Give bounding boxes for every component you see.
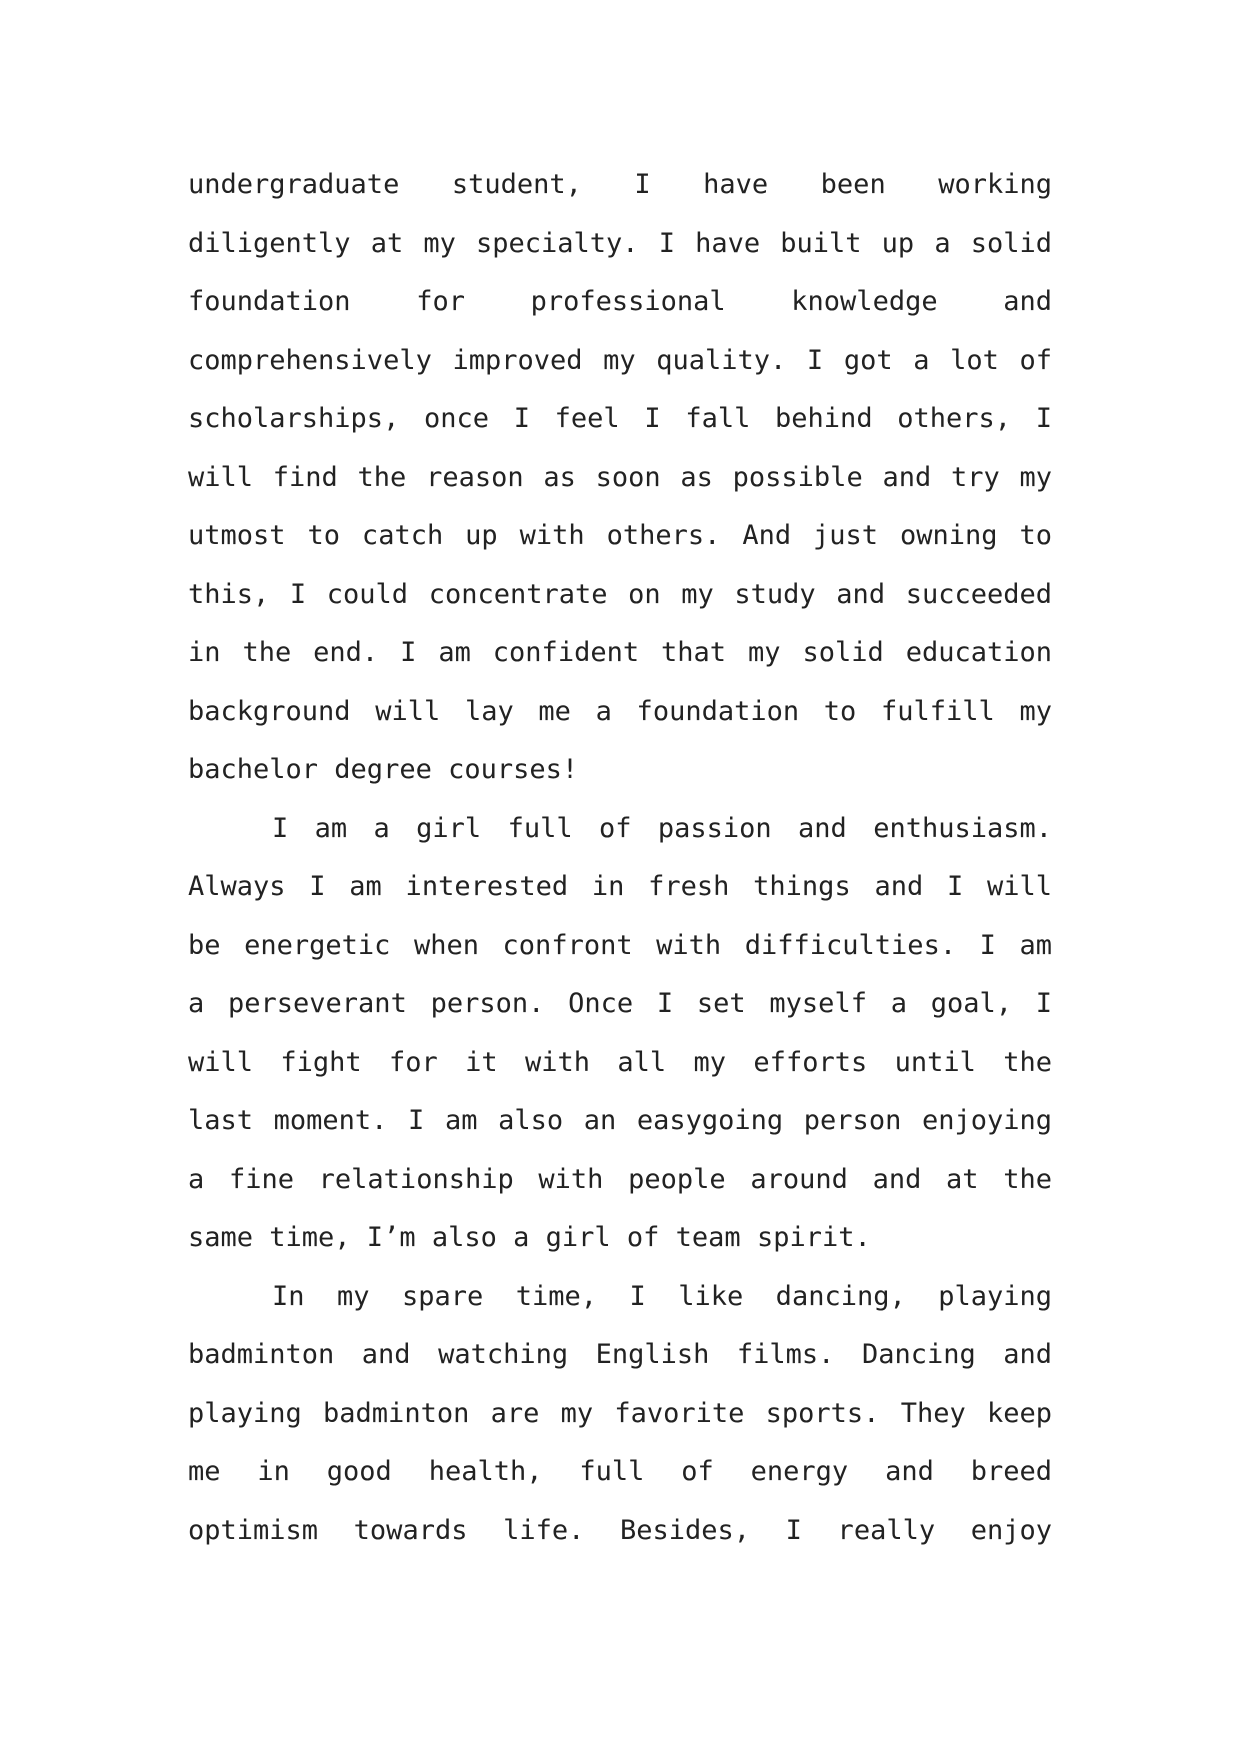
text-line: will fight for it with all my efforts until the <box>188 1046 1052 1078</box>
text-line: last moment. I am also an easygoing person enjoying <box>188 1105 1052 1136</box>
paragraph-start: In my spare time, I like dancing, playing <box>272 1280 1052 1312</box>
paragraph-start: I am a girl full of passion and enthusiasm. <box>272 812 1052 844</box>
text-line: same time, I’m also a girl of team spirit. <box>188 1222 871 1253</box>
text-line: diligently at my specialty. I have built up a solid <box>188 227 1052 259</box>
text-line: comprehensively improved my quality. I got a lot of <box>188 344 1052 376</box>
text-line: me in good health, full of energy and breed <box>188 1456 1052 1487</box>
text-line: in the end. I am confident that my solid education <box>188 637 1052 668</box>
text-line: playing badminton are my favorite sports. They keep <box>188 1397 1052 1429</box>
text-line: bachelor degree courses! <box>188 754 579 785</box>
text-line: be energetic when confront with difficulties. I am <box>188 929 1052 961</box>
text-line: background will lay me a foundation to fulfill my <box>188 695 1052 727</box>
text-line: utmost to catch up with others. And just owning to <box>188 520 1052 551</box>
text-line: a perseverant person. Once I set myself a goal, I <box>188 988 1052 1019</box>
text-line: scholarships, once I feel I fall behind others, I <box>188 403 1052 434</box>
text-line: undergraduate student, I have been working <box>188 169 1052 200</box>
text-line: foundation for professional knowledge and <box>188 286 1052 317</box>
text-line: will find the reason as soon as possible and try my <box>188 461 1052 493</box>
body-text <box>188 156 1052 1560</box>
text-line: a fine relationship with people around and at the <box>188 1163 1052 1195</box>
text-line: this, I could concentrate on my study and succeeded <box>188 578 1052 610</box>
text-line: badminton and watching English films. Dancing and <box>188 1339 1052 1370</box>
text-line: optimism towards life. Besides, I really enjoy <box>188 1514 1052 1546</box>
text-line: Always I am interested in fresh things and I will <box>188 871 1052 902</box>
